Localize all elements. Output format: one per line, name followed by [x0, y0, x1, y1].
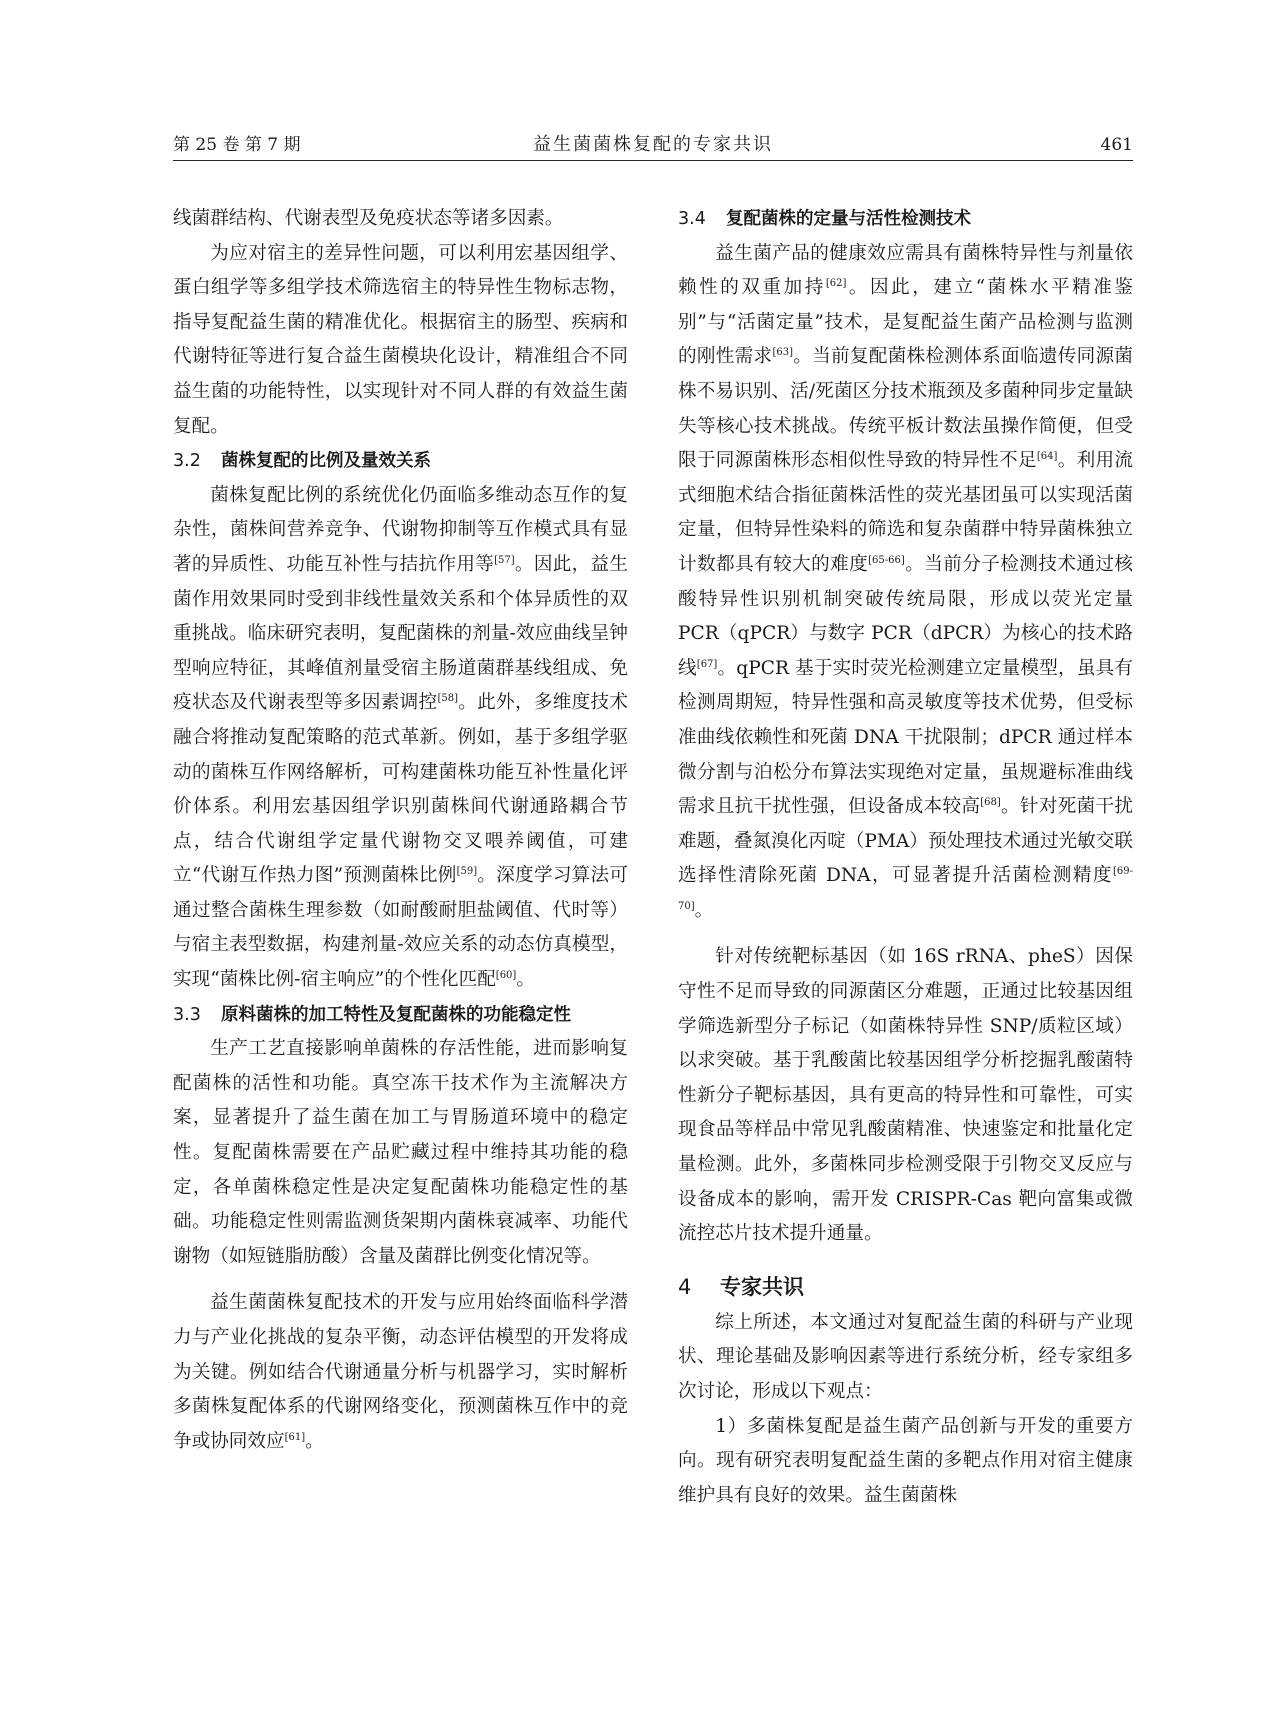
- page-number: 461: [1100, 135, 1133, 155]
- right-column: [678, 202, 1133, 1513]
- journal-volume-issue: 第 25 卷 第 7 期: [173, 135, 301, 155]
- paragraph-processing-stability: 生产工艺直接影响单菌株的存活性能，进而影响复配菌株的活性和功能。真空冻干技术作为主流解决方案，显著提升了益生菌在加工与胃肠道环境中的稳定性。复配菌株需要在产品贮藏过程中维持其功能的稳定，各单菌株稳定性是决定复配菌株功能稳定性的基础。功能稳定性则需监测货架期内菌株衰减率、功能代谢物（如短链脂肪酸）含量及菌群比例变化情况等。: [173, 1038, 628, 1267]
- header-rule: [173, 160, 1133, 161]
- section-number: 3.4: [678, 209, 706, 229]
- citation-60: [60]: [495, 970, 517, 982]
- citation-68: [68]: [980, 797, 1001, 809]
- text-run: 。深度学习算法可通过整合菌株生理参数（如耐酸耐胆盐阈值、代时等）与宿主表型数据，构建剂量-效应关系的动态仿真模型，实现“菌株比例-宿主响应”的个性化匹配: [173, 865, 628, 991]
- citation-63: [63]: [772, 347, 793, 359]
- citation-64: [64]: [1036, 451, 1058, 463]
- section-title: 菌株复配的比例及量效关系: [221, 451, 431, 472]
- section-heading-4: [678, 1268, 1133, 1306]
- text-run: 。针对死菌干扰难题，叠氮溴化丙啶（PMA）预处理技术通过光敏交联选择性清除死菌 DNA，可显著提升活菌检测精度: [678, 796, 1133, 887]
- text-run: 。此外，多维度技术融合将推动复配策略的范式革新。例如，基于多组学驱动的菌株互作网络解析，可构建菌株功能互补性量化评价体系。利用宏基因组学识别菌株间代谢通路耦合节点，结合代谢组学定量代谢物交叉喂养阈值，可建立“代谢互作热力图”预测菌株比例: [173, 692, 628, 887]
- section-number: 3.3: [173, 1004, 201, 1025]
- section-title: 专家共识: [720, 1274, 804, 1299]
- text-run: 。利用流式细胞术结合指征菌株活性的荧光基团虽可以实现活菌定量，但特异性染料的筛选和复杂菌群中特异菌株独立计数都具有较大的难度: [678, 450, 1133, 575]
- paragraph-host-differences: 为应对宿主的差异性问题，可以利用宏基因组学、蛋白组学等多组学技术筛选宿主的特异性生物标志物，指导复配益生菌的精准优化。根据宿主的肠型、疾病和代谢特征等进行复合益生菌模块化设计，精准组合不同益生菌的功能特性，以实现针对不同人群的有效益生菌复配。: [173, 242, 628, 437]
- citation-62: [62]: [825, 278, 847, 290]
- paragraph-target-genes: 针对传统靶标基因（如 16S rRNA、pheS）因保守性不足而导致的同源菌区分难题，正通过比较基因组学筛选新型分子标记（如菌株特异性 SNP/质粒区域）以求突破。基于乳酸菌比较基因组学分析挖掘乳酸菌特性新分子靶标基因，具有更高的特异性和可靠性，可实现食品等样品中常见乳酸菌精准、快速鉴定和批量化定量检测。此外，多菌株同步检测受限于引物交叉反应与设备成本的影响，需开发 CRISPR-Cas 靶向富集或微流控芯片技术提升通量。: [678, 946, 1133, 1245]
- text-run: 。qPCR 基于实时荧光检测建立定量模型，虽具有检测周期短，特异性强和高灵敏度等技术优势，但受标准曲线依赖性和死菌 DNA 干扰限制；dPCR 通过样本微分割与泊松分布算法实现绝对定量，虽规避标准曲线需求且抗干扰性强，但设备成本较高: [678, 657, 1133, 818]
- citation-65-66: [65-66]: [868, 554, 905, 566]
- text-run: 。: [694, 899, 714, 921]
- section-heading-3-4: [678, 202, 1133, 237]
- section-number: 3.2: [173, 451, 201, 472]
- citation-57: [57]: [494, 554, 515, 566]
- section-heading-3-2: [173, 444, 628, 479]
- text-run: 益生菌产品的健康效应需具有菌株特异性与剂量依赖性的双重加持: [678, 242, 1133, 299]
- running-header: [173, 133, 1133, 157]
- citation-61: [61]: [284, 1431, 306, 1443]
- paragraph-consensus-1: 1）多菌株复配是益生菌产品创新与开发的重要方向。现有研究表明复配益生菌的多靶点作用对宿主健康维护具有良好的效果。益生菌菌株: [678, 1415, 1133, 1506]
- section-title: 原料菌株的加工特性及复配菌株的功能稳定性: [221, 1004, 571, 1025]
- paragraph-continued: 线菌群结构、代谢表型及免疫状态等诸多因素。: [173, 208, 564, 229]
- text-run: 。因此，建立“菌株水平精准鉴别”与“活菌定量”技术，是复配益生菌产品检测与监测的刚性需求: [678, 277, 1133, 368]
- text-run: 。: [305, 1430, 324, 1452]
- text-run: 。当前分子检测技术通过核酸特异性识别机制突破传统局限，形成以荧光定量 PCR（qPCR）与数字 PCR（dPCR）为核心的技术路线: [678, 553, 1133, 679]
- left-column: [173, 202, 628, 1459]
- paragraph-ratio-dose: [173, 479, 628, 998]
- section-title: 复配菌株的定量与活性检测技术: [726, 209, 971, 229]
- paragraph-summary: 综上所述，本文通过对复配益生菌的科研与产业现状、理论基础及影响因素等进行系统分析，经专家组多次讨论，形成以下观点：: [678, 1311, 1133, 1402]
- text-run: 。当前复配菌株检测体系面临遗传同源菌株不易识别、活/死菌区分技术瓶颈及多菌种同步定量缺失等核心技术挑战。传统平板计数法虽操作简便，但受限于同源菌株形态相似性导致的特异性不足: [678, 346, 1133, 472]
- citation-59: [59]: [456, 866, 478, 878]
- text-run: 。因此，益生菌作用效果同时受到非线性量效关系和个体异质性的双重挑战。临床研究表明，复配菌株的剂量-效应曲线呈钟型响应特征，其峰值剂量受宿主肠道菌群基线组成、免疫状态及代谢表型等多因素调控: [173, 553, 628, 714]
- paragraph-dynamic-model: [173, 1286, 628, 1459]
- citation-69-70: [69-70]: [678, 866, 1133, 912]
- text-run: 菌株复配比例的系统优化仍面临多维动态互作的复杂性，菌株间营养竞争、代谢物抑制等互作模式具有显著的异质性、功能互补性与拮抗作用等: [173, 484, 628, 575]
- article-running-title: 益生菌菌株复配的专家共识: [533, 134, 773, 155]
- section-heading-3-3: [173, 998, 628, 1033]
- text-run: 。: [516, 969, 535, 991]
- paragraph-detection-tech: [678, 237, 1133, 929]
- text-run: 益生菌菌株复配技术的开发与应用始终面临科学潜力与产业化挑战的复杂平衡，动态评估模型的开发将成为关键。例如结合代谢通量分析与机器学习，实时解析多菌株复配体系的代谢网络变化，预测菌株互作中的竞争或协同效应: [173, 1292, 628, 1452]
- citation-58: [58]: [437, 693, 458, 705]
- section-number: 4: [678, 1274, 692, 1299]
- citation-67: [67]: [696, 658, 718, 670]
